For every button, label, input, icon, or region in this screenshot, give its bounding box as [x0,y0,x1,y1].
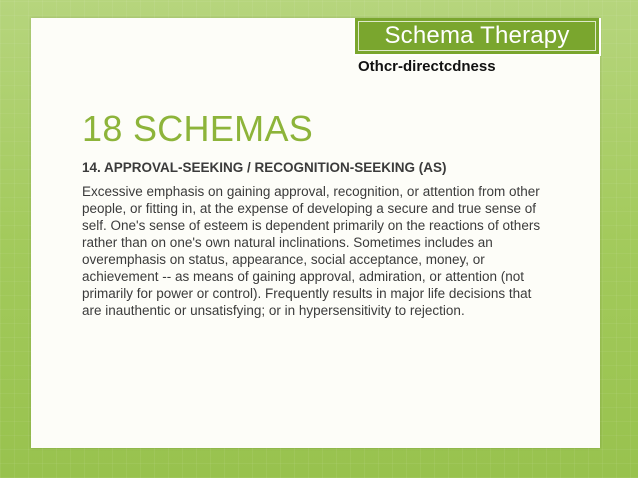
page-heading: 18 SCHEMAS [82,108,314,149]
banner-title: Schema Therapy [384,22,570,49]
title-banner [353,18,601,56]
subtitle: Othcr-directcdness [358,58,496,75]
schema-description: Excessive emphasis on gaining approval, recognition, or attention from other people, or fitting in, at the expense of developing a secure and true sense of self. One's sense of esteem is dependent primarily on the reactions of others rather than on one's own natural inclinations. Sometimes includes an overemphasis on status, appearance, social acceptance, money, or achievement -- as means of gaining approval, admiration, or attention (not primarily for power or control). Frequently results in major life decisions that are inauthentic or unsatisfying; or in hypersensitivity to rejection. [82,184,541,318]
schema-title: 14. APPROVAL-SEEKING / RECOGNITION-SEEKING (AS) [82,160,447,175]
